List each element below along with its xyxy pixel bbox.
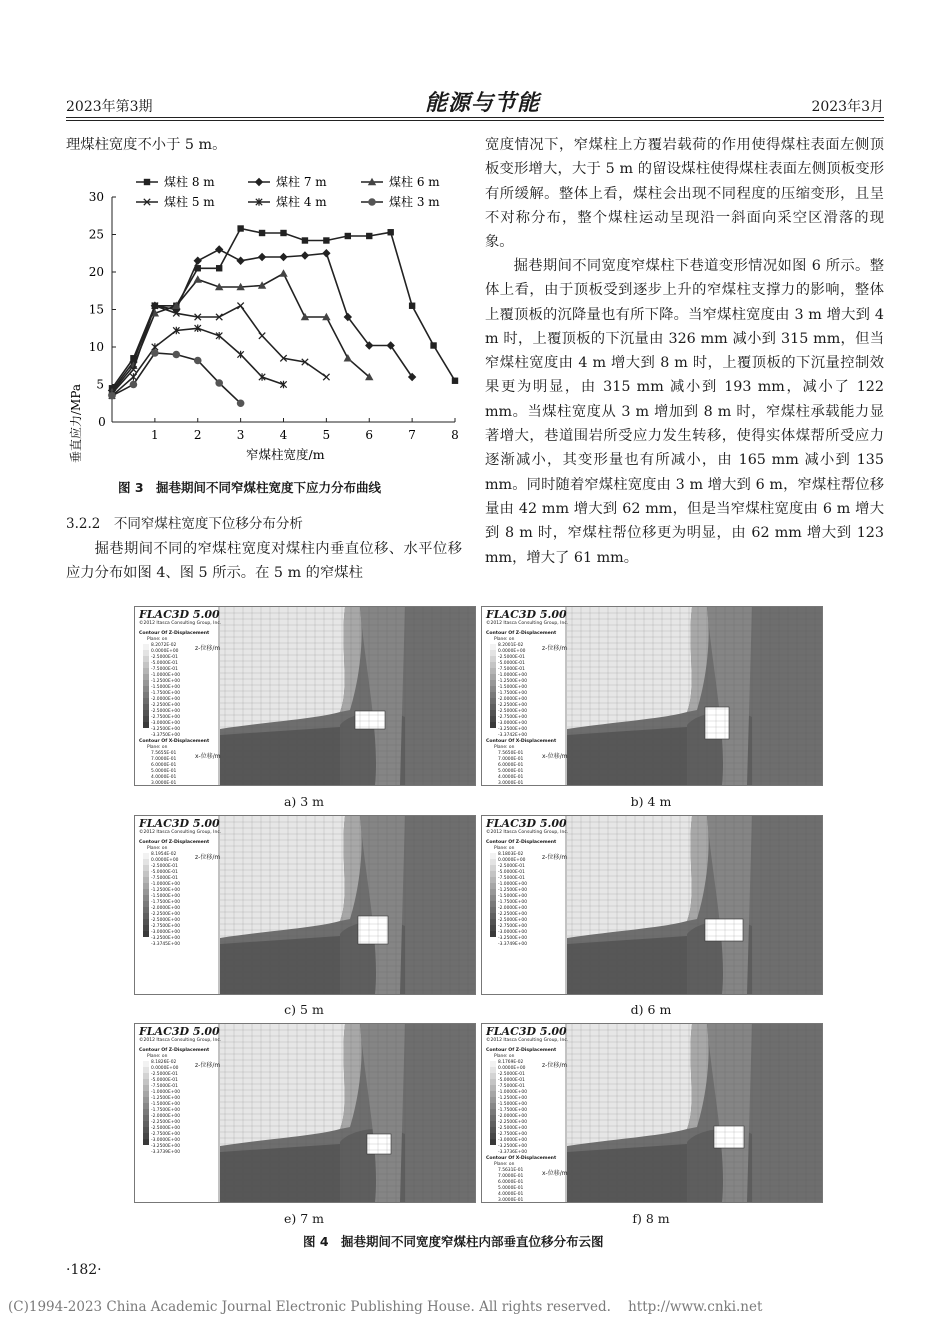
data-point (280, 230, 286, 236)
legend-label: 煤柱 5 m (164, 195, 215, 209)
data-point (194, 275, 202, 282)
x-unit: x-位移/m (542, 1170, 568, 1177)
panel-title: FLAC3D 5.00 (486, 608, 567, 621)
z-unit: z-位移/m (542, 854, 568, 861)
x-contour-label: Contour Of X-Displacement (486, 739, 557, 744)
legend-marker (144, 179, 150, 185)
stress-chart (66, 165, 466, 470)
z-contour-label: Contour Of Z-Displacement (486, 840, 557, 845)
x-tick-label: 2 (193, 428, 202, 442)
y-tick-label: 30 (88, 190, 104, 204)
data-point (322, 249, 330, 257)
legend-label: 煤柱 3 m (389, 195, 440, 209)
x-legend-values: 7.5655E-01 7.0000E-01 6.0000E-01 5.0000E-01 4.0000E-01 3.0000E-01 (151, 751, 177, 786)
x-tick-label: 7 (408, 428, 416, 442)
z-legend-values: 8.1769E-02 0.0000E+00 -2.5000E-01 -5.0000E-01 -7.5000E-01 -1.0000E+00 -1.2500E+00 -1.5000E+00 -1.7500E+00 -2.0000E+00 -2.2500E+00 -2.5000E+00 -2.7500E+00 -3.0000E+00 -3.2500E+00 -3.3736E+00 (498, 1060, 527, 1155)
data-point (216, 265, 222, 271)
x-contour-label: Contour Of X-Displacement (486, 1156, 557, 1161)
y-tick-label: 25 (88, 227, 104, 242)
legend-item (248, 174, 327, 189)
x-tick-label: 0 (98, 415, 106, 429)
panel-copyright: ©2012 Itasca Consulting Group, Inc. (486, 1038, 569, 1043)
x-tick-label: 4 (279, 428, 288, 442)
data-point (430, 342, 436, 348)
x-unit: x-位移/m (542, 753, 568, 760)
left-top-text: 理煤柱宽度不小于 5 m。 (66, 137, 227, 153)
legend-item (136, 174, 215, 189)
legend-swatch (143, 722, 149, 728)
data-point (237, 225, 243, 231)
data-point (409, 303, 415, 309)
x-contour-label: Contour Of X-Displacement (139, 739, 210, 744)
legend-item (361, 194, 440, 209)
z-contour-label: Contour Of Z-Displacement (486, 631, 557, 636)
right-paragraph-1: 宽度情况下，窄煤柱上方覆岩载荷的作用使得煤柱表面左侧顶板变形增大，大于 5 m 的留设煤柱使得煤柱表面左侧顶板变形有所缓解。整体上看，煤柱会出现不同程度的压缩变形，且呈不对称分布，整个煤柱运动呈现沿一斜面向采空区滑落的现象。 (485, 137, 884, 251)
x-axis-label: 窄煤柱宽度/m (246, 447, 325, 462)
data-point (301, 251, 309, 259)
fig3-caption: 图 3 掘巷期间不同窄煤柱宽度下应力分布曲线 (118, 480, 382, 495)
contour-panel (134, 1023, 476, 1203)
legend-item (361, 174, 440, 189)
plane-label: Plane: on (494, 1054, 515, 1059)
journal-issue: 2023年第3期 (66, 99, 153, 115)
data-point (344, 354, 352, 361)
data-point (387, 229, 393, 235)
legend-swatch (490, 931, 496, 937)
series-3 (108, 269, 374, 395)
legend-item (136, 194, 215, 209)
panel-title: FLAC3D 5.00 (139, 817, 220, 830)
contour-panel (481, 815, 823, 995)
legend-marker (255, 178, 263, 186)
plane-label: Plane: on (147, 745, 168, 750)
x-tick-label: 1 (151, 428, 159, 442)
plane-label: Plane: on (494, 1162, 515, 1167)
y-tick-label: 15 (88, 302, 104, 317)
legend-swatch (490, 722, 496, 728)
panel-title: FLAC3D 5.00 (486, 1025, 567, 1038)
z-unit: z-位移/m (195, 1062, 221, 1069)
x-tick-label: 8 (451, 428, 459, 442)
section-heading: 3.2.2 不同窄煤柱宽度下位移分布分析 (66, 516, 303, 532)
panel-caption: d) 6 m (630, 1002, 672, 1017)
x-tick-label: 6 (365, 428, 374, 442)
data-point (130, 381, 138, 389)
data-point (279, 269, 287, 276)
data-point (452, 378, 458, 384)
panel-caption: f) 8 m (632, 1211, 670, 1226)
legend-item (248, 194, 327, 209)
data-point (173, 351, 181, 359)
z-contour-label: Contour Of Z-Displacement (139, 840, 210, 845)
legend-label: 煤柱 6 m (389, 175, 440, 189)
data-point (302, 237, 308, 243)
data-point (237, 303, 243, 309)
legend-label: 煤柱 8 m (164, 175, 215, 189)
data-point (323, 237, 329, 243)
contour-panel (481, 1023, 823, 1203)
z-unit: z-位移/m (195, 854, 221, 861)
plane-label: Plane: on (494, 745, 515, 750)
z-contour-label: Contour Of Z-Displacement (486, 1048, 557, 1053)
z-legend-values: 8.1954E-02 0.0000E+00 -2.5000E-01 -5.0000E-01 -7.5000E-01 -1.0000E+00 -1.2500E+00 -1.5000E+00 -1.7500E+00 -2.0000E+00 -2.2500E+00 -2.5000E+00 -2.7500E+00 -3.0000E+00 -3.2500E+00 -3.3745E+00 (151, 852, 180, 947)
legend-swatch (143, 931, 149, 937)
data-point (215, 245, 223, 253)
y-tick-label: 5 (96, 377, 104, 392)
z-unit: z-位移/m (195, 645, 221, 652)
panel-caption: e) 7 m (283, 1211, 325, 1226)
y-axis-label: 垂直应力/MPa (69, 383, 83, 463)
series-line (112, 250, 412, 391)
panel-title: FLAC3D 5.00 (486, 817, 567, 830)
z-contour-label: Contour Of Z-Displacement (139, 631, 210, 636)
data-point (366, 233, 372, 239)
data-point (345, 233, 351, 239)
panel-title: FLAC3D 5.00 (139, 1025, 220, 1038)
x-legend-values: 7.5631E-01 7.0000E-01 6.0000E-01 5.0000E-01 4.0000E-01 3.0000E-01 (498, 1168, 524, 1203)
plane-label: Plane: on (494, 846, 515, 851)
data-point (194, 257, 202, 265)
data-point (130, 373, 136, 380)
data-point (237, 351, 243, 358)
data-point (323, 374, 329, 380)
data-point (258, 253, 266, 261)
contour-panel (134, 815, 476, 995)
panel-copyright: ©2012 Itasca Consulting Group, Inc. (139, 1038, 222, 1043)
data-point (259, 230, 265, 236)
x-tick-label: 3 (236, 428, 245, 442)
legend-label: 煤柱 4 m (276, 195, 327, 209)
plane-label: Plane: on (147, 637, 168, 642)
panel-caption: b) 4 m (630, 794, 672, 809)
contour-panel (481, 606, 823, 786)
plane-label: Plane: on (494, 637, 515, 642)
data-point (194, 357, 202, 365)
legend-marker (368, 198, 376, 206)
header-rule (66, 117, 884, 118)
z-contour-label: Contour Of Z-Displacement (139, 1048, 210, 1053)
plane-label: Plane: on (147, 1054, 168, 1059)
header-rule-thin (66, 120, 884, 121)
panel-caption: a) 3 m (283, 794, 325, 809)
right-paragraph-2: 掘巷期间不同宽度窄煤柱下巷道变形情况如图 6 所示。整体上看，由于顶板受到逐步上升的窄煤柱支撑力的影响，整体上覆顶板的沉降量也有所下降。当窄煤柱宽度由 3 m 增大到 4 m 时，上覆顶板的下沉量由 326 mm 减小到 315 mm，但当窄煤柱宽度由 4 m 增大到 8 m 时，上覆顶板的下沉量控制效果更为明显，由 315 mm 减小到 193 mm，减小了 122 mm。当煤柱宽度从 3 m 增加到 8 m 时，窄煤柱承载能力显著增大，巷道围岩所受应力发生转移，使得实体煤帮所受应力逐渐减小，其变形量也有所减小，由 165 mm 减小到 135 mm。同时随着窄煤柱宽度由 3 m 增大到 6 m，窄煤柱帮位移量由 42 mm 增大到 62 mm，但是当窄煤柱宽度由 6 m 增大到 8 m 时，窄煤柱帮位移更为明显，由 62 mm 增大到 123 mm，增大了 61 mm。 (485, 258, 884, 566)
x-legend-values: 7.5650E-01 7.0000E-01 6.0000E-01 5.0000E-01 4.0000E-01 3.0000E-01 (498, 751, 524, 786)
series-line (112, 274, 369, 393)
z-unit: z-位移/m (542, 645, 568, 652)
panel-title: FLAC3D 5.00 (139, 608, 220, 621)
journal-date: 2023年3月 (811, 99, 884, 115)
series-2 (108, 245, 417, 394)
data-point (215, 379, 223, 387)
left-paragraph: 掘巷期间不同的窄煤柱宽度对煤柱内垂直位移、水平位移应力分布如图 4、图 5 所示。在 5 m 的窄煤柱 (66, 541, 462, 582)
panel-copyright: ©2012 Itasca Consulting Group, Inc. (139, 621, 222, 626)
z-legend-values: 8.2072E-02 0.0000E+00 -2.5000E-01 -5.0000E-01 -7.5000E-01 -1.0000E+00 -1.2500E+00 -1.5000E+00 -1.7500E+00 -2.0000E+00 -2.2500E+00 -2.5000E+00 -2.7500E+00 -3.0000E+00 -3.2500E+00 -3.3750E+00 (151, 643, 180, 738)
x-unit: x-位移/m (195, 753, 221, 760)
plane-label: Plane: on (147, 846, 168, 851)
legend-swatch (490, 1139, 496, 1145)
data-point (259, 333, 265, 339)
panel-copyright: ©2012 Itasca Consulting Group, Inc. (486, 621, 569, 626)
journal-title: 能源与节能 (425, 90, 541, 116)
contour-panel (134, 606, 476, 786)
y-tick-label: 10 (88, 340, 104, 354)
y-tick-label: 20 (88, 265, 104, 279)
series-6 (108, 349, 244, 407)
z-legend-values: 8.1803E-02 0.0000E+00 -2.5000E-01 -5.0000E-01 -7.5000E-01 -1.0000E+00 -1.2500E+00 -1.5000E+00 -1.7500E+00 -2.0000E+00 -2.2500E+00 -2.5000E+00 -2.7500E+00 -3.0000E+00 -3.2500E+00 -3.3749E+00 (498, 852, 527, 947)
panel-caption: c) 5 m (284, 1002, 324, 1017)
data-point (108, 392, 116, 400)
data-point (236, 257, 244, 265)
x-tick-label: 5 (322, 428, 331, 442)
legend-swatch (143, 1139, 149, 1145)
copyright-footer: (C)1994-2023 China Academic Journal Electronic Publishing House. All rights reserved. http://www.cnki.net (8, 1299, 763, 1315)
fig4-caption: 图 4 掘巷期间不同宽度窄煤柱内部垂直位移分布云图 (303, 1234, 604, 1249)
data-point (151, 349, 159, 357)
z-legend-values: 8.1826E-02 0.0000E+00 -2.5000E-01 -5.0000E-01 -7.5000E-01 -1.0000E+00 -1.2500E+00 -1.5000E+00 -1.7500E+00 -2.0000E+00 -2.2500E+00 -2.5000E+00 -2.7500E+00 -3.0000E+00 -3.2500E+00 -3.3739E+00 (151, 1060, 180, 1155)
panel-copyright: ©2012 Itasca Consulting Group, Inc. (486, 830, 569, 835)
legend-label: 煤柱 7 m (276, 175, 327, 189)
data-point (279, 253, 287, 261)
z-legend-values: 8.2001E-02 0.0000E+00 -2.5000E-01 -5.0000E-01 -7.5000E-01 -1.0000E+00 -1.2500E+00 -1.5000E+00 -1.7500E+00 -2.0000E+00 -2.2500E+00 -2.5000E+00 -2.7500E+00 -3.0000E+00 -3.2500E+00 -3.3742E+00 (498, 643, 527, 738)
page-number: ·182· (66, 1262, 102, 1278)
panel-copyright: ©2012 Itasca Consulting Group, Inc. (139, 830, 222, 835)
z-unit: z-位移/m (542, 1062, 568, 1069)
data-point (237, 399, 245, 407)
